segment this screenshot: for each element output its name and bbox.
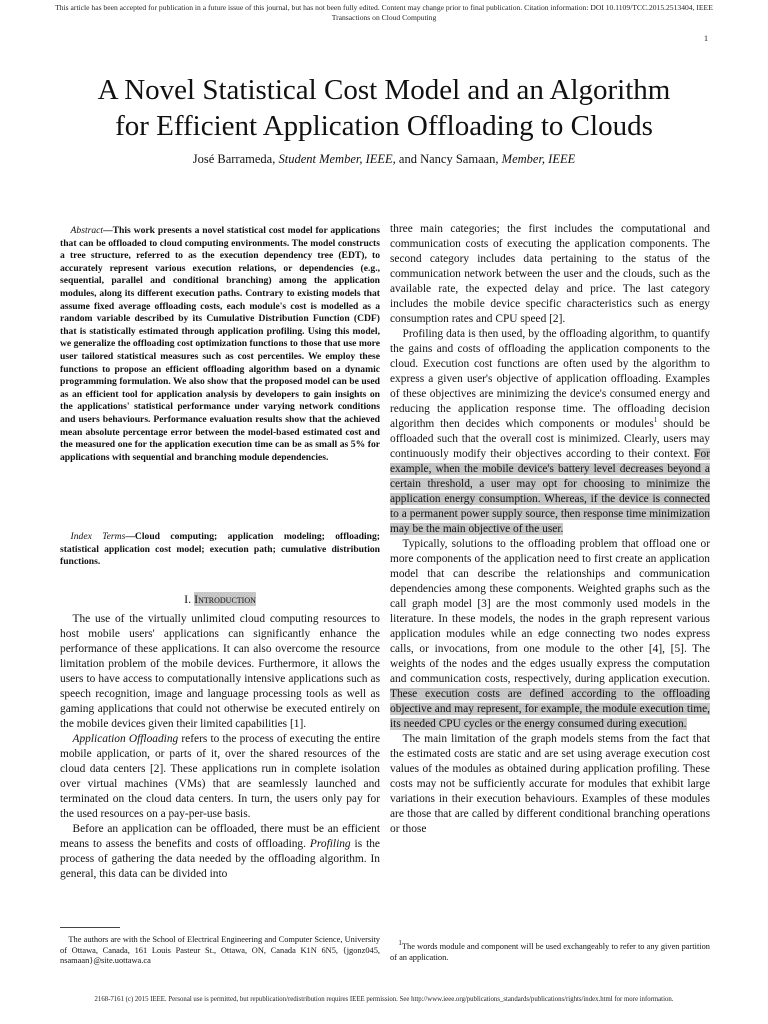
highlighted-text: For example, when the mobile device's battery level decreases beyond a certain threshold, a user may opt for choosing to minimize the application energy consumption. Whereas, if the device is connected to a permanent power supply source, then response time minimization may be the main objective of the user.: [390, 448, 710, 535]
abstract: [60, 225, 380, 464]
page-number: 1: [704, 34, 708, 43]
author-2-role: Member, IEEE: [501, 152, 576, 166]
author-line: [20, 152, 748, 167]
author-1: José Barrameda,: [192, 152, 276, 166]
paragraph: The use of the virtually unlimited cloud computing resources to host mobile users' applications can significantly enhance the performance of these applications. It can also overcome the resource limitation problem of the mobile devices. Furthermore, it allows the users to have access to computationally intensive applications such as speech recognition, image and language processing tools as well as gaming applications that could not otherwise be executed entirely on the mobile devices given their limited capabilities [1].: [60, 613, 380, 730]
title-line-2: for Efficient Application Offloading to Clouds: [115, 110, 653, 142]
paragraph: Application Offloading refers to the process of executing the entire mobile application, or parts of it, over the shared resources of the cloud data centers [2]. These applications run in complete isolation over virtual machines (VMs) that are seamlessly launched and terminated on the cloud data centers. In turn, the users only pay for the used resources on a pay-per-use basis.: [60, 733, 380, 820]
paragraph: three main categories; the first includes the computational and communication costs of executing the application components. The second category includes data pertaining to the status of the communication network between the user and the clouds, such as the available rate, the expected delay and price. The last category includes the mobile device specific characteristics such as energy consumption rates and CPU speed [2].: [390, 223, 710, 325]
index-terms-text: —Cloud computing; application modeling; offloading; statistical application cost model; execution path; cumulative distribution functions.: [60, 531, 380, 568]
index-terms: [60, 531, 380, 569]
author-2: and Nancy Samaan,: [398, 152, 499, 166]
footnote-1: $^1$The words module and component will be used exchangeably to refer to any given partition of an application.: [390, 939, 710, 962]
term-application-offloading: Application Offloading: [72, 733, 179, 745]
paragraph: Profiling data is then used, by the offloading algorithm, to quantify the gains and costs of offloading the application components to the cloud. Execution cost functions are often used by the algorithm to express a given user's objective of application offloading. Examples of these objectives are minimizing the device's consumed energy and reducing the application response time. The offloading decision algorithm then decides which components or modules$^1$ should be offloaded such that the overall cost is minimized. Clearly, users may continuously modify their objectives according to their context. For example, when the mobile device's battery level decreases beyond a certain threshold, a user may opt for choosing to minimize the application energy consumption. Whereas, if the device is connected to a permanent power supply source, then response time minimization may be the main objective of the user.: [390, 328, 710, 535]
notice-line-2: Transactions on Cloud Computing: [331, 13, 437, 22]
notice-line-1: This article has been accepted for publication in a future issue of this journal, but has not been fully edited. Content may change prior to final publication. Citation information: DOI 10.1109/TCC.2015.2513404, IEEE: [55, 3, 713, 12]
abstract-text: —This work presents a novel statistical cost model for applications that can be offloaded to cloud computing environments. The model constructs a tree structure, referred to as the execution dependency tree (EDT), to accurately represent various execution relations, or dependencies (e.g., sequential, parallel and conditional branching) among the application modules, along its different execution paths. Contrary to existing models that assume fixed average offloading costs, each module's cost is modelled as a random variable described by its Cumulative Distribution Function (CDF) that is statistically estimated through application profiling. Using this model, we generalize the offloading cost optimization functions to those that use more user tailored statistical measures such as cost percentiles. We employ these functions to propose an efficient offloading algorithm based on a dynamic programming formulation. We also show that the proposed model can be used as an efficient tool for application analysis by developers to gain insights on the applications' statistical performance under varying network conditions and users behaviours. Performance evaluation results show that the achieved mean absolute percentage error between the model-based estimated cost and the measured one for the application execution time can be as small as 5% for applications with sequential and branching module dependencies.: [60, 225, 380, 463]
author-1-role: Student Member, IEEE,: [278, 152, 396, 166]
affiliation-footnote: The authors are with the School of Electrical Engineering and Computer Science, University of Ottawa, Canada, 161 Louis Pasteur St., Ottawa, ON, Canada K1N 6N5, {jgonz045, nsamaan}@site.uottawa.ca: [60, 935, 380, 966]
right-column-body: [390, 222, 710, 837]
section-number: I.: [184, 592, 192, 606]
paragraph: Typically, solutions to the offloading problem that offload one or more components of the application need to first create an application model that can describe the relationships and communication dependencies among these components. Weighted graphs such as the call graph model [3] are the most commonly used models in the literature. In these models, the nodes in the graph represent various application modules while an edge connecting two nodes express calls, or invocations, from one module to the other [4], [5]. The weights of the nodes and the edges usually express the computation and communication costs, respectively, during application execution. These execution costs are defined according to the offloading objective and may represent, for example, the module execution time, its needed CPU cycles or the energy consumed during execution.: [390, 538, 710, 730]
paragraph: Before an application can be offloaded, there must be an efficient means to assess the benefits and costs of offloading. Profiling is the process of gathering the data needed by the offloading algorithm. In general, this data can be divided into: [60, 823, 380, 880]
title-line-1: A Novel Statistical Cost Model and an Algorithm: [97, 74, 671, 106]
paragraph: The main limitation of the graph models stems from the fact that the estimated costs are static and are set using average execution cost values of the modules as obtained during application profiling. These costs may not be sufficiently accurate for modules that exhibit large variations in their execution behaviours. Examples of these modules are those that are called by different conditional branching operations or those: [390, 733, 710, 835]
highlighted-text: These execution costs are defined according to the offloading objective and may represent, for example, the module execution time, its needed CPU cycles or the energy consumed during execution.: [390, 688, 710, 730]
index-terms-label: Index Terms: [70, 531, 126, 542]
copyright-footer: 2168-7161 (c) 2015 IEEE. Personal use is permitted, but republication/redistribution requires IEEE permission. See http://www.ieee.org/publications_standards/publications/rights/index.html for more information.: [94, 996, 674, 1003]
footnote-rule: [60, 927, 120, 928]
paper-title: [20, 72, 748, 144]
term-profiling: Profiling: [309, 838, 351, 850]
footnote-number: 1: [398, 939, 402, 948]
section-title: Introduction: [194, 592, 256, 606]
abstract-label: Abstract: [70, 225, 104, 236]
footnote-marker: 1: [653, 416, 658, 425]
journal-notice: [0, 3, 768, 23]
section-heading-introduction: [60, 592, 380, 607]
left-column-body: [60, 612, 380, 882]
